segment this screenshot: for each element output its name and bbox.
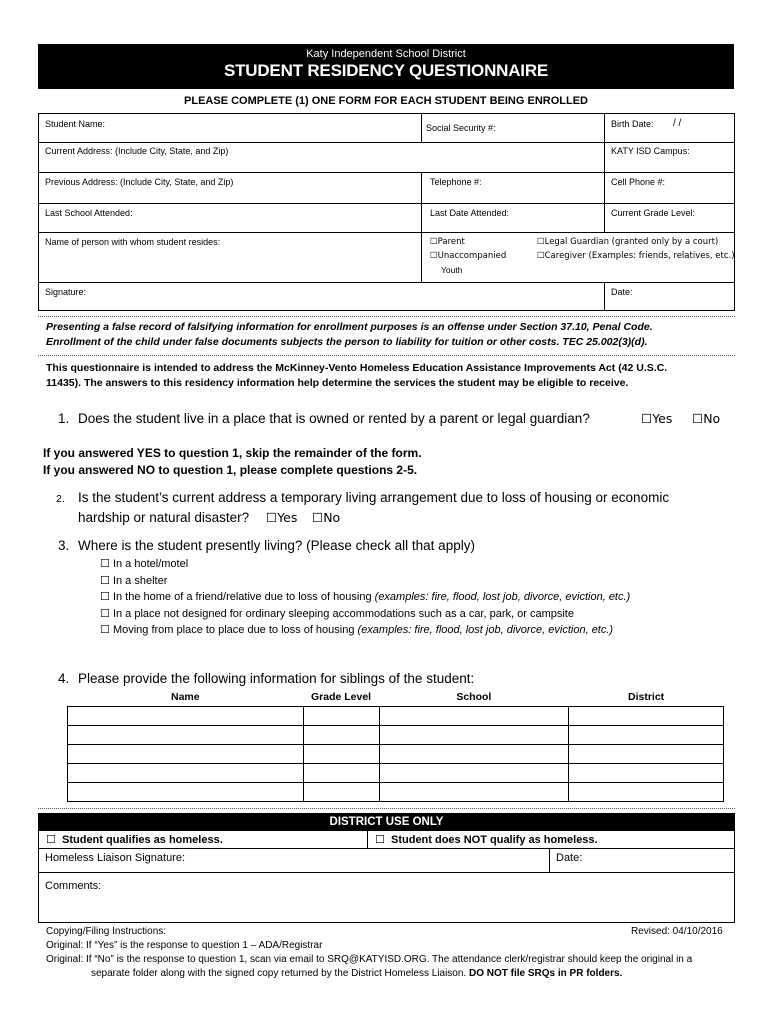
col-district: District (569, 689, 724, 706)
date-field[interactable]: Date: (611, 287, 633, 297)
unaccompanied-checkbox[interactable]: ☐Unaccompanied (430, 251, 507, 261)
col-name: Name (68, 689, 304, 706)
q1-yes-checkbox[interactable]: ☐Yes (641, 411, 673, 426)
original-no-instruction: Original: If “No” is the response to question 1, scan via email to SRQ@KATYISD.ORG. The attendance clerk/registrar should keep the original in a (46, 954, 693, 965)
option-examples: (examples: fire, flood, lost job, divorce, eviction, etc.) (374, 591, 631, 603)
q2-line-1: Is the student’s current address a temporary living arrangement due to loss of housing or economic (78, 490, 670, 505)
resides-with-field[interactable]: Name of person with whom student resides: (45, 237, 221, 247)
last-school-field[interactable]: Last School Attended: (45, 208, 133, 218)
sibling-cell[interactable] (379, 763, 569, 782)
q2-yes-checkbox[interactable]: ☐Yes (266, 510, 298, 525)
checkbox-icon: ☐ (100, 606, 110, 620)
current-address-field[interactable]: Current Address: (Include City, State, and Zip) (45, 146, 229, 156)
sibling-cell[interactable] (569, 725, 724, 744)
q2-no-checkbox[interactable]: ☐No (312, 510, 341, 525)
sibling-cell[interactable] (303, 763, 379, 782)
sibling-cell[interactable] (303, 744, 379, 763)
table-row (68, 706, 724, 725)
warning-line-1: Presenting a false record of falsifying information for enrollment purposes is an offense under Section 37.10, Penal Code. (46, 321, 653, 333)
q1-no-checkbox[interactable]: ☐No (692, 411, 721, 426)
sibling-cell[interactable] (68, 782, 304, 801)
not-qualify-checkbox[interactable] (375, 833, 598, 846)
footer-bold-text: DO NOT file SRQs in PR folders. (468, 968, 623, 979)
birth-date-field[interactable]: Birth Date: (611, 119, 654, 129)
original-yes-instruction: Original: If “Yes” is the response to question 1 – ADA/Registrar (46, 940, 323, 951)
campus-field[interactable]: KATY ISD Campus: (611, 146, 690, 156)
option-label: In a place not designed for ordinary sleeping accommodations such as a car, park, or campsite (112, 607, 574, 620)
social-security-field[interactable]: Social Security #: (426, 123, 496, 133)
signature-field[interactable]: Signature: (45, 287, 87, 297)
checkbox-icon: ☐ (46, 833, 56, 846)
copying-instructions: Copying/Filing Instructions: (46, 926, 167, 937)
q1-number: 1. (58, 411, 70, 426)
sibling-cell[interactable] (379, 725, 569, 744)
grade-level-field[interactable]: Current Grade Level: (611, 208, 696, 218)
qualifies-checkbox[interactable] (46, 833, 223, 846)
sibling-cell[interactable] (68, 706, 304, 725)
sibling-cell[interactable] (68, 763, 304, 782)
youth-label: Youth (441, 265, 463, 275)
q3-option-not-designed[interactable] (100, 606, 630, 623)
table-row (68, 744, 724, 763)
checkbox-icon: ☐ (100, 557, 110, 570)
sibling-cell[interactable] (68, 725, 304, 744)
telephone-field[interactable]: Telephone #: (430, 177, 482, 187)
q1-text: Does the student live in a place that is owned or rented by a parent or legal guardian? (78, 411, 590, 426)
sibling-cell[interactable] (569, 782, 724, 801)
original-no-instruction-cont (91, 967, 731, 981)
sibling-cell[interactable] (379, 744, 569, 763)
qualifies-label: Student qualifies as homeless. (62, 834, 223, 846)
option-label: Moving from place to place due to loss of housing (112, 624, 358, 636)
checkbox-icon: ☐ (100, 590, 110, 603)
table-row (68, 725, 724, 744)
form-subtitle: PLEASE COMPLETE (1) ONE FORM FOR EACH STUDENT BEING ENROLLED (184, 95, 588, 107)
cell-phone-field[interactable]: Cell Phone #: (611, 177, 666, 187)
sibling-cell[interactable] (303, 706, 379, 725)
q3-text: Where is the student presently living? (Please check all that apply) (78, 538, 475, 553)
sibling-cell[interactable] (303, 782, 379, 801)
sibling-cell[interactable] (569, 706, 724, 725)
footer-text: separate folder along with the signed copy returned by the District Homeless Liaison. (91, 968, 469, 979)
q3-number: 3. (58, 538, 70, 553)
comments-field[interactable]: Comments: (45, 880, 102, 892)
option-label: In the home of a friend/relative due to loss of housing (112, 591, 375, 603)
sibling-cell[interactable] (379, 782, 569, 801)
parent-checkbox[interactable]: ☐Parent (430, 237, 465, 247)
q3-option-shelter[interactable] (100, 573, 630, 590)
intro-line-1: This questionnaire is intended to address the McKinney-Vento Homeless Education Assistance Improvements Act (42 U.S.C. (46, 362, 668, 374)
option-label: In a shelter (112, 574, 168, 587)
col-school: School (379, 689, 569, 706)
siblings-table (67, 689, 724, 802)
q3-option-friend-relative[interactable] (100, 589, 630, 606)
intro-text (46, 361, 736, 391)
not-qualify-label: Student does NOT qualify as homeless. (391, 834, 598, 846)
sibling-cell[interactable] (569, 744, 724, 763)
table-row (68, 763, 724, 782)
liaison-signature-field[interactable]: Homeless Liaison Signature: (45, 852, 186, 864)
sibling-cell[interactable] (303, 725, 379, 744)
q2-number: 2. (56, 493, 65, 505)
option-examples: (examples: fire, flood, lost job, divorce, eviction, etc.) (357, 624, 614, 636)
legal-guardian-checkbox[interactable]: ☐Legal Guardian (granted only by a court) (537, 237, 719, 247)
sibling-cell[interactable] (379, 706, 569, 725)
instruction-yes: If you answered YES to question 1, skip the remainder of the form. (43, 446, 422, 460)
district-name: Katy Independent School District (306, 48, 466, 60)
student-name-field[interactable]: Student Name: (45, 119, 106, 129)
previous-address-field[interactable]: Previous Address: (Include City, State, and Zip) (45, 177, 234, 187)
instruction-no: If you answered NO to question 1, please complete questions 2-5. (43, 463, 418, 477)
q3-option-moving[interactable] (100, 622, 630, 639)
checkbox-icon: ☐ (375, 833, 385, 846)
q4-text: Please provide the following information for siblings of the student: (78, 671, 475, 686)
checkbox-icon: ☐ (100, 573, 110, 587)
warning-line-2: Enrollment of the child under false documents subjects the person to liability for tuition or other costs. TEC 25.002(3)(d). (46, 336, 648, 348)
caregiver-checkbox[interactable]: ☐Caregiver (Examples: friends, relatives, etc.) (537, 251, 735, 261)
q4-number: 4. (58, 671, 70, 686)
checkbox-icon: ☐ (100, 623, 110, 636)
col-grade-level: Grade Level (303, 689, 379, 706)
q2-line-2: hardship or natural disaster? (78, 510, 250, 525)
revised-date: Revised: 04/10/2016 (631, 926, 723, 937)
district-use-title: DISTRICT USE ONLY (38, 813, 735, 831)
liaison-date-field[interactable]: Date: (556, 852, 583, 864)
table-row (68, 782, 724, 801)
header-banner (38, 44, 734, 89)
option-label: In a hotel/motel (112, 558, 189, 570)
sibling-cell[interactable] (569, 763, 724, 782)
q3-option-hotel[interactable] (100, 556, 630, 573)
form-title: STUDENT RESIDENCY QUESTIONNAIRE (223, 61, 549, 80)
false-record-warning (46, 320, 736, 350)
intro-line-2: 11435). The answers to this residency information help determine the services the student may be eligible to receive. (46, 377, 629, 389)
q3-options (100, 556, 630, 639)
last-date-field[interactable]: Last Date Attended: (430, 208, 510, 218)
sibling-cell[interactable] (68, 744, 304, 763)
birth-date-separators: / / (673, 118, 682, 129)
